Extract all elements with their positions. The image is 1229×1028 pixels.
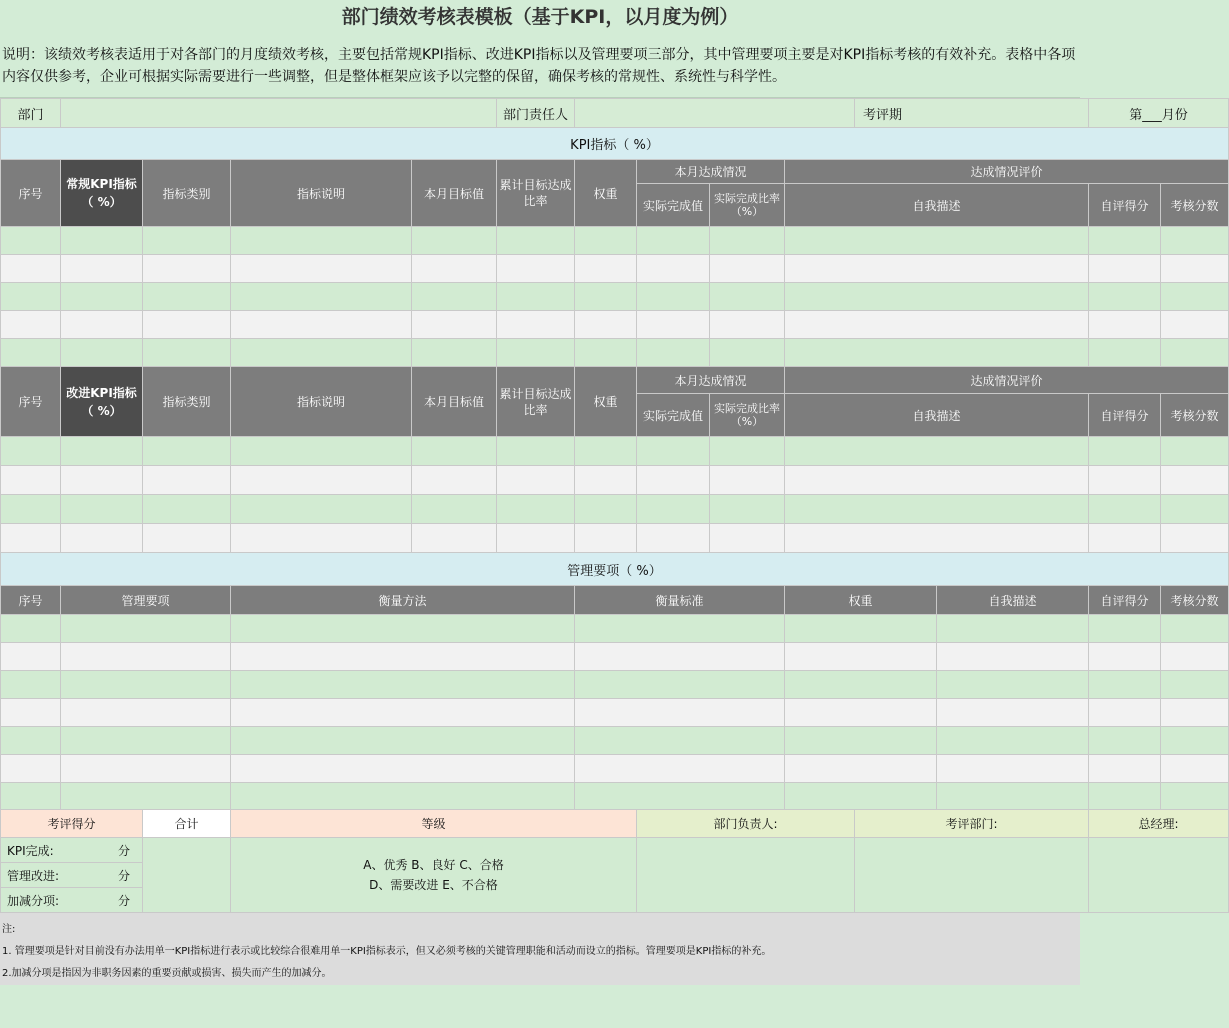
regular-actual-rate-header: 实际完成比率（%） (710, 184, 785, 227)
regular-self-score-header: 自评得分 (1089, 184, 1161, 227)
mgmt-improve-unit: 分 (117, 868, 130, 883)
mgmt-method-header: 衡量方法 (231, 586, 575, 615)
mgmt-weight-header: 权重 (785, 586, 937, 615)
improve-row (1, 437, 1229, 466)
mgmt-improve-label: 管理改进: (7, 868, 60, 883)
summary-row-kpi (1, 838, 1229, 863)
regular-actual-value-header: 实际完成值 (637, 184, 710, 227)
kpi-done-field[interactable] (1, 838, 143, 863)
mgmt-seq-header: 序号 (1, 586, 61, 615)
regular-weight-header: 权重 (575, 160, 637, 227)
improve-row (1, 466, 1229, 495)
review-dept-sign-field[interactable] (855, 838, 1089, 913)
mgmt-row (1, 727, 1229, 755)
regular-seq-header: 序号 (1, 160, 61, 227)
grade-label: 等级 (231, 810, 637, 838)
mgmt-improve-field[interactable] (1, 863, 143, 888)
period-value-field[interactable]: 第___月份 (1089, 99, 1229, 128)
summary-header-row (1, 810, 1229, 838)
improve-row (1, 495, 1229, 524)
improve-type-header: 指标类别 (143, 367, 231, 437)
improve-month-status-header: 本月达成情况 (637, 367, 785, 394)
improve-row (1, 524, 1229, 553)
improve-self-score-header: 自评得分 (1089, 394, 1161, 437)
mgmt-standard-header: 衡量标准 (575, 586, 785, 615)
dept-head-sign-field[interactable] (637, 838, 855, 913)
regular-cumulative-header: 累计目标达成比率 (497, 160, 575, 227)
dept-head-label: 部门负责人: (637, 810, 855, 838)
footer-band (0, 985, 1080, 1020)
mgmt-section-title: 管理要项（ %） (1, 553, 1229, 586)
kpi-done-unit: 分 (117, 843, 130, 858)
manager-value-field[interactable] (575, 99, 855, 128)
regular-row (1, 283, 1229, 311)
total-label: 合计 (143, 810, 231, 838)
regular-row (1, 255, 1229, 283)
improve-self-desc-header: 自我描述 (785, 394, 1089, 437)
regular-row (1, 311, 1229, 339)
kpi-done-label: KPI完成: (7, 843, 54, 858)
kpi-section-title: KPI指标（ %） (1, 128, 1229, 160)
grades-line-1: A、优秀 B、良好 C、合格 (363, 858, 504, 872)
mgmt-self-desc-header: 自我描述 (937, 586, 1089, 615)
regular-desc-header: 指标说明 (231, 160, 412, 227)
header-info-row (1, 99, 1229, 128)
regular-kpi-header-row-1 (1, 160, 1229, 184)
total-value-field[interactable] (143, 838, 231, 913)
notes-section (0, 913, 1080, 985)
note-line-1: 1. 管理要项是针对目前没有办法用单一KPI指标进行表示或比较综合很难用单一KPI指标表示，但又必须考核的关键管理职能和活动而设立的指标。管理要项是KPI指标的补充。 (2, 946, 772, 957)
bonus-unit: 分 (117, 893, 130, 908)
description-text: 说明：该绩效考核表适用于对各部门的月度绩效考核，主要包括常规KPI指标、改进KPI指标以及管理要项三部分，其中管理要项主要是对KPI指标考核的有效补充。表格中各项内容仅供参考，企业可根据实际需要进行一些调整，但是整体框架应该予以完整的保留，确保考核的常规性、系统性与科学性。 (0, 34, 1080, 98)
mgmt-row (1, 783, 1229, 810)
note-line-2: 2.加减分项是指因为非职务因素的重要贡献或损害、损失而产生的加减分。 (2, 968, 332, 979)
regular-kpi-header: 常规KPI指标（ %） (61, 160, 143, 227)
bonus-field[interactable] (1, 888, 143, 913)
improve-cumulative-header: 累计目标达成比率 (497, 367, 575, 437)
mgmt-row (1, 643, 1229, 671)
appraisal-table (0, 98, 1229, 913)
regular-evaluation-header: 达成情况评价 (785, 160, 1229, 184)
dept-label: 部门 (1, 99, 61, 128)
bonus-label: 加减分项: (7, 893, 60, 908)
improve-actual-rate-header: 实际完成比率（%） (710, 394, 785, 437)
notes-label: 注: (2, 924, 16, 935)
manager-label: 部门责任人 (497, 99, 575, 128)
mgmt-row (1, 615, 1229, 643)
improve-review-score-header: 考核分数 (1161, 394, 1229, 437)
gm-label: 总经理: (1089, 810, 1229, 838)
mgmt-row (1, 755, 1229, 783)
improve-desc-header: 指标说明 (231, 367, 412, 437)
score-label: 考评得分 (1, 810, 143, 838)
regular-review-score-header: 考核分数 (1161, 184, 1229, 227)
improve-kpi-header: 改进KPI指标（ %） (61, 367, 143, 437)
regular-self-desc-header: 自我描述 (785, 184, 1089, 227)
grade-options (231, 838, 637, 913)
mgmt-review-score-header: 考核分数 (1161, 586, 1229, 615)
page-title: 部门绩效考核表模板（基于KPI，以月度为例） (0, 0, 1080, 34)
improve-actual-value-header: 实际完成值 (637, 394, 710, 437)
regular-month-status-header: 本月达成情况 (637, 160, 785, 184)
mgmt-self-score-header: 自评得分 (1089, 586, 1161, 615)
regular-type-header: 指标类别 (143, 160, 231, 227)
gm-sign-field[interactable] (1089, 838, 1229, 913)
grades-line-2: D、需要改进 E、不合格 (369, 878, 498, 892)
improve-kpi-header-row-1 (1, 367, 1229, 394)
regular-target-header: 本月目标值 (412, 160, 497, 227)
dept-value-field[interactable] (61, 99, 497, 128)
regular-row (1, 339, 1229, 367)
period-label: 考评期 (855, 99, 1089, 128)
mgmt-row (1, 699, 1229, 727)
improve-seq-header: 序号 (1, 367, 61, 437)
improve-target-header: 本月目标值 (412, 367, 497, 437)
mgmt-item-header: 管理要项 (61, 586, 231, 615)
mgmt-header-row (1, 586, 1229, 615)
improve-evaluation-header: 达成情况评价 (785, 367, 1229, 394)
review-dept-label: 考评部门: (855, 810, 1089, 838)
improve-weight-header: 权重 (575, 367, 637, 437)
mgmt-row (1, 671, 1229, 699)
regular-row (1, 227, 1229, 255)
